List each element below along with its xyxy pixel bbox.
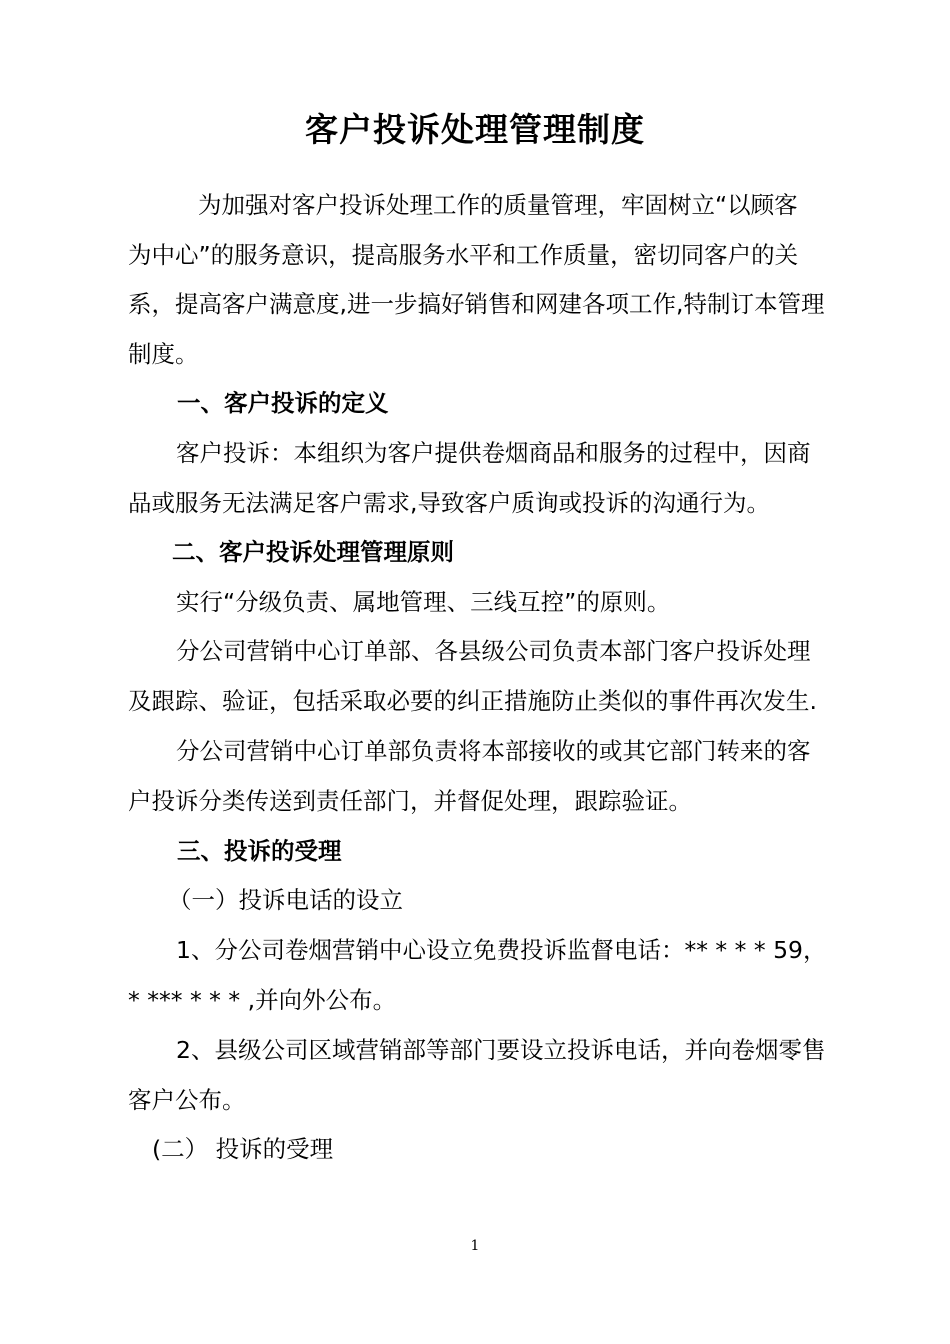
intro-line: 制度。 (128, 339, 199, 368)
responsibility-paragraph (128, 627, 838, 726)
intro-line: 为中心”的服务意识，提高服务水平和工作质量，密切同客户的关 (128, 240, 799, 269)
phone-item-1 (128, 926, 838, 1025)
paragraph-line: 户投诉分类传送到责任部门，并督促处理，跟踪验证。 (128, 786, 692, 815)
intro-line: 系，提高客户满意度,进一步搞好销售和网建各项工作,特制订本管理 (128, 290, 825, 318)
paragraph-line: 及跟踪、验证，包括采取必要的纠正措施防止类似的事件再次发生. (128, 686, 817, 715)
subsection-phone-setup (128, 876, 838, 926)
intro-line: 为加强对客户投诉处理工作的质量管理，牢固树立“以顾客 (198, 191, 798, 219)
paragraph-line: 分公司营销中心订单部、各县级公司负责本部门客户投诉处理 (176, 637, 811, 665)
paragraph-line: 2、县级公司区域营销部等部门要设立投诉电话，并向卷烟零售 (176, 1036, 826, 1064)
paragraph-line: * *** * * * ,并向外公布。 (128, 985, 397, 1014)
paragraph-line: 客户投诉：本组织为客户提供卷烟商品和服务的过程中，因商 (176, 439, 811, 467)
routing-paragraph (128, 727, 838, 826)
paragraph-line: 分公司营销中心订单部负责将本部接收的或其它部门转来的客 (176, 737, 811, 765)
paragraph-line: 1、分公司卷烟营销中心设立免费投诉监督电话：** * * * 59， (176, 936, 827, 964)
paragraph-line: 客户公布。 (128, 1085, 246, 1114)
phone-item-2 (128, 1026, 838, 1125)
intro-paragraph (128, 181, 838, 379)
paragraph-line: 实行“分级负责、属地管理、三线互控”的原则。 (176, 588, 671, 616)
section-heading-definition: 一、客户投诉的定义 (177, 389, 389, 417)
page-number: 1 (470, 1238, 480, 1254)
document-title: 客户投诉处理管理制度 (305, 110, 645, 149)
subsection-acceptance (128, 1125, 838, 1175)
principles-paragraph (128, 578, 838, 628)
section-heading-principles: 二、客户投诉处理管理原则 (172, 538, 454, 566)
subsection-title: （一）投诉电话的设立 (168, 886, 403, 914)
section-heading-acceptance: 三、投诉的受理 (177, 837, 342, 865)
paragraph-line: 品或服务无法满足客户需求,导致客户质询或投诉的沟通行为。 (128, 488, 770, 517)
definition-paragraph (128, 429, 838, 528)
subsection-title: (二） 投诉的受理 (152, 1135, 334, 1163)
